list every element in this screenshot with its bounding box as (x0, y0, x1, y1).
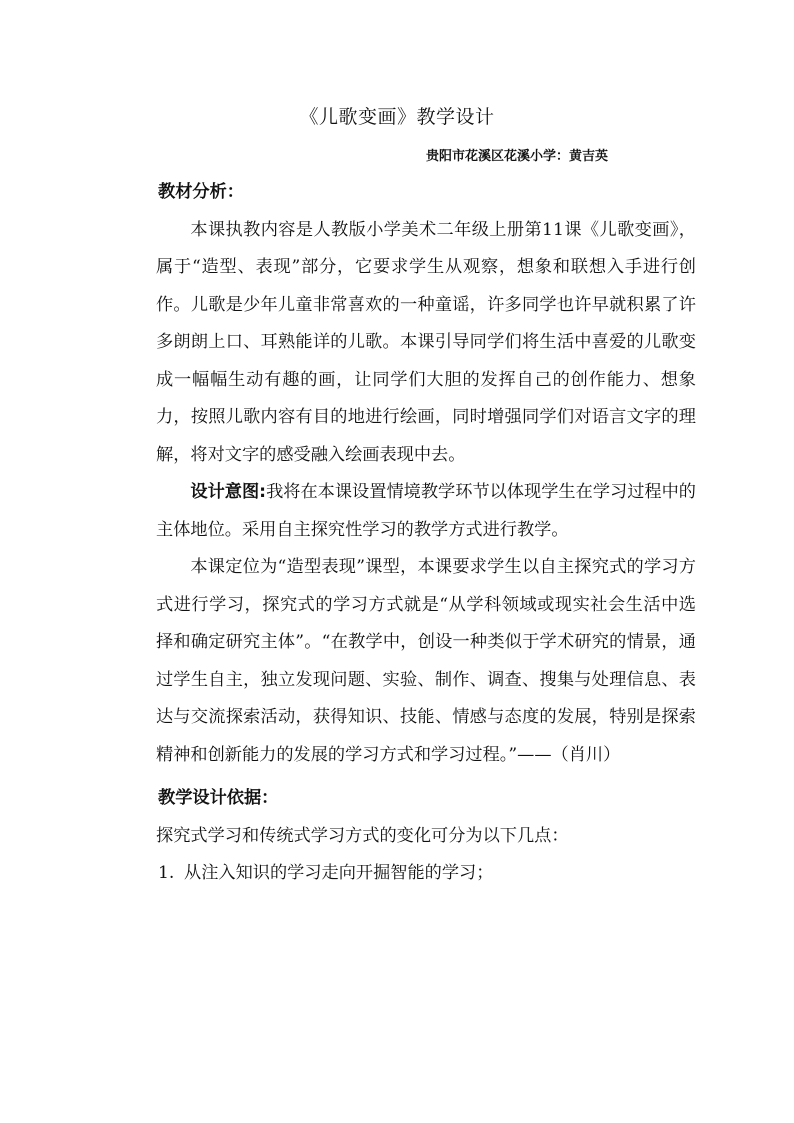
paragraph-positioning: 本课定位为“造型表现”课型，本课要求学生以自主探究式的学习方式进行学习，探究式的学习方式就是“从学科领域或现实社会生活中选择和确定研究主体”。“在教学中，创设一种类似于学术研究的情景，通过学生自主，独立发现问题、实验、制作、调查、搜集与处理信息、表达与交流探索活动，获得知识、技能、情感与态度的发展，特别是探索精神和创新能力的发展的学习方式和学习过程。”——（肖川） (156, 557, 696, 765)
intent-label: 设计意图: (190, 482, 267, 502)
list-item-text: 从注入知识的学习走向开掘智能的学习； (184, 863, 494, 883)
paragraph-analysis: 本课执教内容是人教版小学美术二年级上册第11课《儿歌变画》，属于“造型、表现”部分，它要求学生从观察，想象和联想入手进行创作。儿歌是少年儿童非常喜欢的一种童谣，许多同学也许早就积累了许多朗朗上口、耳熟能详的儿歌。本课引导同学们将生活中喜爱的儿歌变成一幅幅生动有趣的画，让同学们大胆的发挥自己的创作能力、想象力，按照儿歌内容有目的地进行绘画，同时增强同学们对语言文字的理解，将对文字的感受融入绘画表现中去。 (156, 219, 696, 465)
author-line: 贵阳市花溪区花溪小学：黄吉英 (426, 149, 609, 164)
intent-text: 我将在本课设置情境教学环节以体现学生在学习过程中的主体地位。采用自主探究性学习的教学方式进行教学。 (156, 482, 696, 540)
paragraph-intent (156, 474, 696, 549)
section-heading-analysis: 教材分析： (158, 182, 244, 202)
document-title: 《儿歌变画》教学设计 (299, 106, 495, 128)
list-item (156, 855, 696, 893)
section-heading-basis: 教学设计依据： (158, 788, 279, 808)
document-body (156, 174, 696, 893)
paragraph-basis-intro: 探究式学习和传统式学习方式的变化可分为以下几点： (156, 825, 569, 846)
list-item-number: 1. (158, 863, 175, 883)
